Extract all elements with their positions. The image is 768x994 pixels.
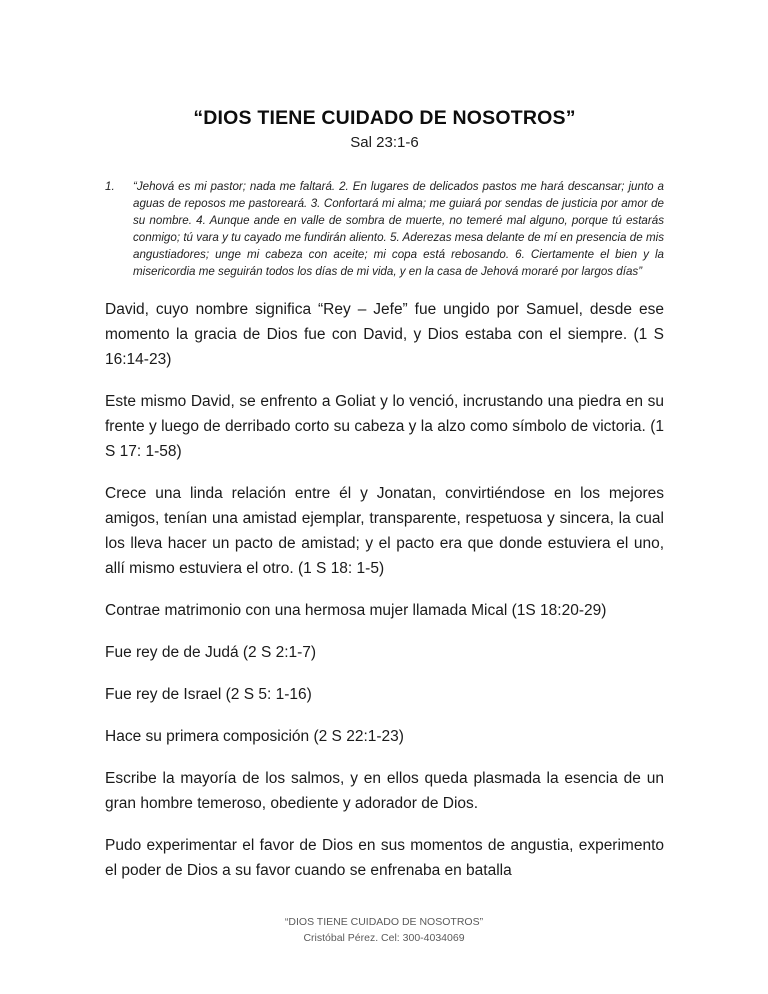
scripture-quote-text: “Jehová es mi pastor; nada me faltará. 2. En lugares de delicados pastos me hará descansar; junto a aguas de reposos me pastoreará. 3. Confortará mi alma; me guiará por sendas de justicia por amor de su nombre. 4. Aunque ande en valle de sombra de muerte, no temeré mal alguno, porque tú estarás conmigo; tú vara y tu cayado me fundirán aliento. 5. Aderezas mesa delante de mí en presencia de mis angustiadores; unge mi cabeza con aceite; mi copa está rebosando. 6. Ciertamente el bien y la misericordia me seguirán todos los días de mi vida, y en la casa de Jehová moraré por largos días” bbox=[133, 180, 664, 278]
footer-title: “DIOS TIENE CUIDADO DE NOSOTROS” bbox=[284, 916, 484, 928]
scripture-list-number: 1. bbox=[105, 180, 115, 193]
document-content bbox=[105, 0, 664, 883]
page-footer bbox=[0, 914, 768, 946]
body-paragraph: Fue rey de de Judá (2 S 2:1-7) bbox=[105, 644, 317, 661]
body-paragraph: Contrae matrimonio con una hermosa mujer llamada Mical (1S 18:20-29) bbox=[105, 602, 607, 619]
body-paragraph: Fue rey de Israel (2 S 5: 1-16) bbox=[105, 686, 312, 703]
body-paragraph: Hace su primera composición (2 S 22:1-23) bbox=[105, 728, 404, 745]
body-paragraph: Crece una linda relación entre él y Jonatan, convirtiéndose en los mejores amigos, tenían una amistad ejemplar, transparente, respetuosa y sincera, la cual los lleva hacer un pacto de amistad; y el pacto era que donde estuviera el uno, allí mismo estuviera el otro. (1 S 18: 1-5) bbox=[105, 485, 664, 577]
body-paragraph: Pudo experimentar el favor de Dios en sus momentos de angustia, experimento el poder de Dios a su favor cuando se enfrenaba en batalla bbox=[105, 837, 664, 879]
body-paragraph: Escribe la mayoría de los salmos, y en ellos queda plasmada la esencia de un gran hombre temeroso, obediente y adorador de Dios. bbox=[105, 770, 664, 812]
document-title: “DIOS TIENE CUIDADO DE NOSOTROS” bbox=[193, 107, 576, 129]
footer-contact: Cristóbal Pérez. Cel: 300-4034069 bbox=[303, 932, 465, 944]
scripture-quote-item bbox=[105, 178, 664, 280]
document-subtitle: Sal 23:1-6 bbox=[350, 134, 419, 151]
body-paragraph: David, cuyo nombre significa “Rey – Jefe” fue ungido por Samuel, desde ese momento la gracia de Dios fue con David, y Dios estaba con el siempre. (1 S 16:14-23) bbox=[105, 301, 664, 368]
body-paragraph: Este mismo David, se enfrento a Goliat y lo venció, incrustando una piedra en su frente y luego de derribado corto su cabeza y la alzo como símbolo de victoria. (1 S 17: 1-58) bbox=[105, 393, 664, 460]
